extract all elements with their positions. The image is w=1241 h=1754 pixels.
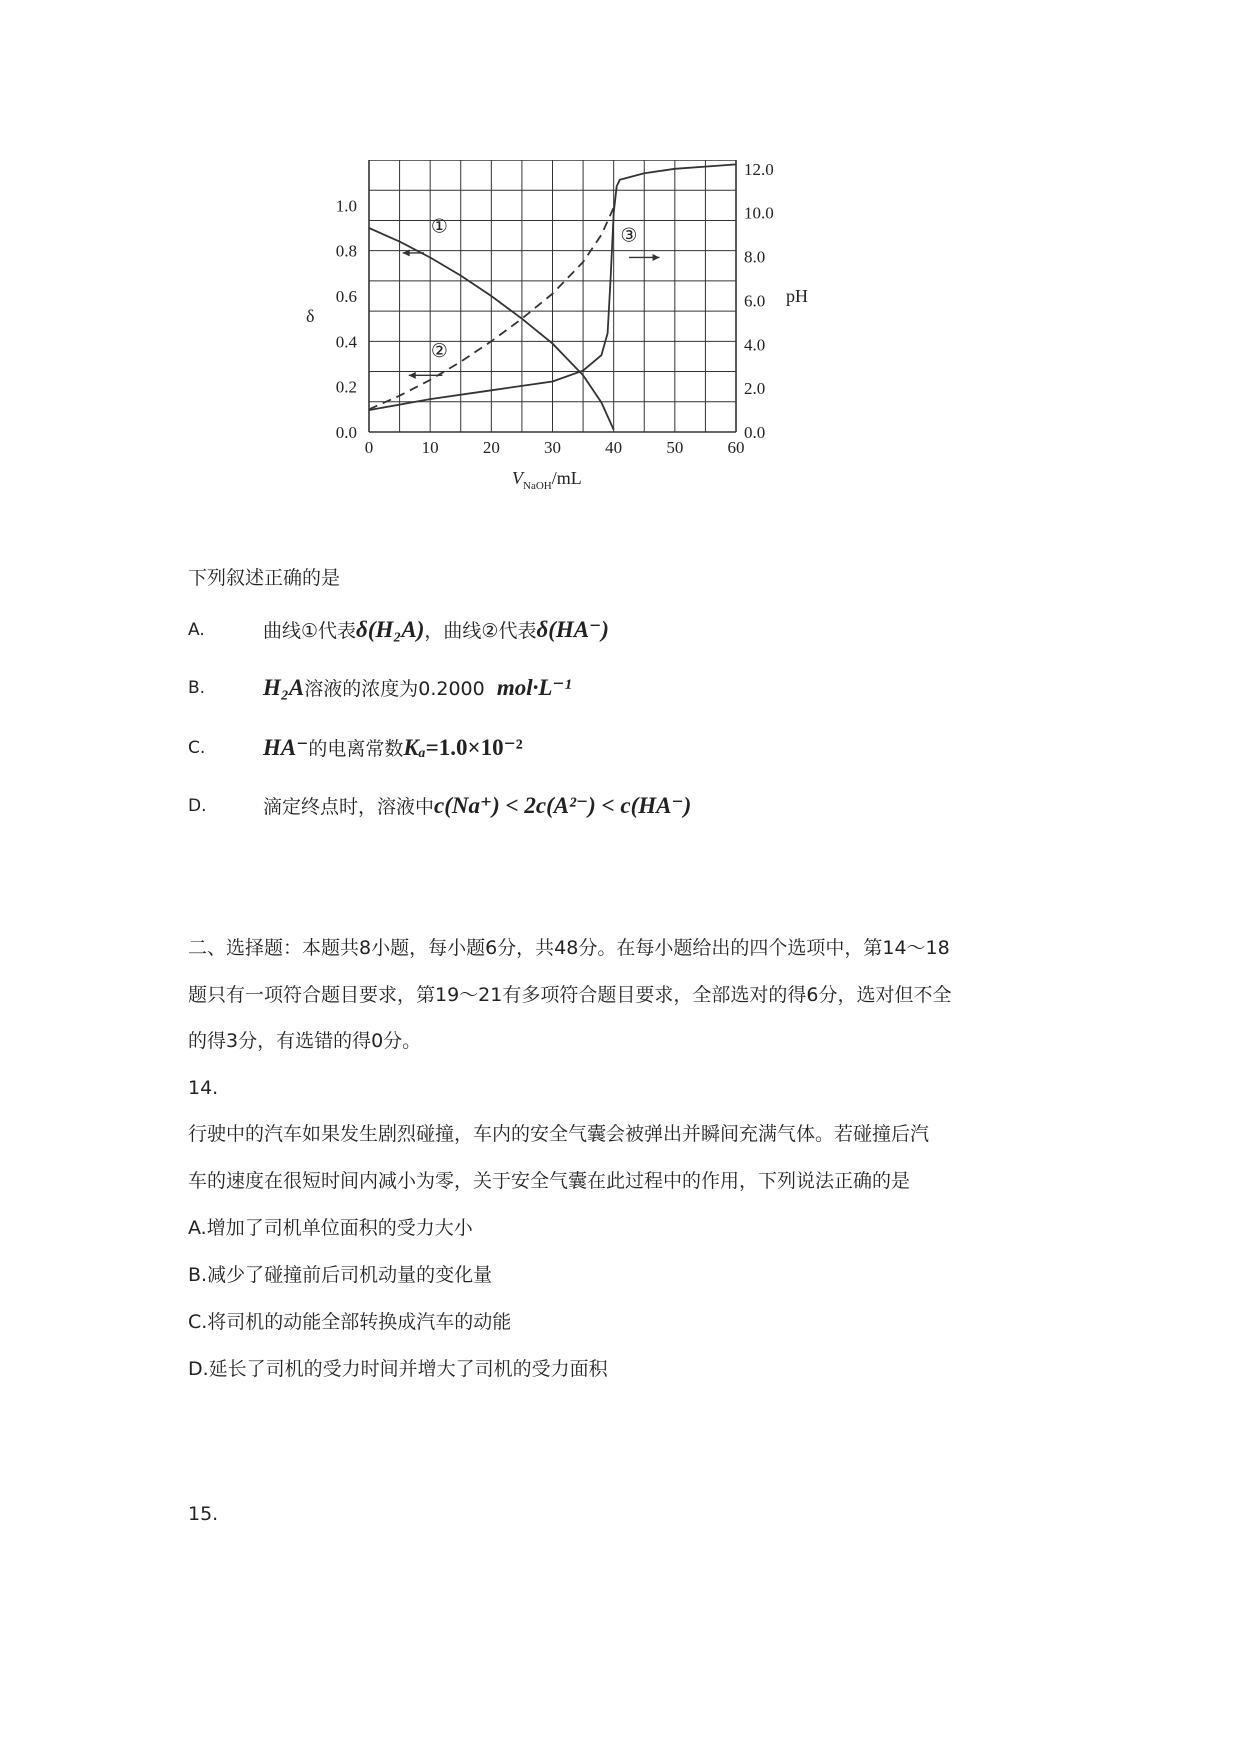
question-14-number: 14. [188, 1077, 219, 1099]
question-stem: 下列叙述正确的是 [188, 567, 341, 589]
option-math: δ(HA⁻) [536, 617, 609, 642]
annotation-arrow-head [653, 254, 660, 261]
question-15-number: 15. [188, 1503, 219, 1525]
y-left-label: δ [306, 306, 315, 326]
question-14-option-b: B.减少了碰撞前后司机动量的变化量 [188, 1264, 493, 1286]
y-left-tick-label: 0.0 [335, 423, 357, 442]
question-14-option-d: D.延长了司机的受力时间并增大了司机的受力面积 [188, 1358, 608, 1380]
option-math: HA⁻ [263, 735, 309, 760]
chart-grid [369, 160, 736, 432]
y-right-tick-label: 4.0 [744, 335, 766, 355]
x-label-unit: /mL [551, 468, 582, 488]
y-left-tick-label: 0.6 [335, 287, 357, 306]
option-math: δ(H₂A) [356, 617, 425, 642]
option-text: 的电离常数 [308, 738, 404, 760]
x-label-main: V [512, 468, 523, 488]
question-14-option-a: A.增加了司机单位面积的受力大小 [188, 1217, 473, 1239]
option-math: c(Na⁺) < 2c(A²⁻) < c(HA⁻) [434, 793, 692, 818]
option-letter: D. [188, 796, 207, 816]
chart-annotations [403, 217, 660, 379]
question-14-option-c: C.将司机的动能全部转换成汽车的动能 [188, 1311, 512, 1333]
annotation-arrow-head [409, 372, 416, 379]
x-tick-label: 10 [421, 438, 439, 457]
x-axis-label [512, 468, 582, 492]
y-left-tick-label: 1.0 [335, 196, 357, 216]
curve-label-③: ③ [620, 225, 638, 247]
y-right-tick-label: 0.0 [744, 423, 766, 442]
question-14-line1: 行驶中的汽车如果发生剧烈碰撞，车内的安全气囊会被弹出并瞬间充满气体。若碰撞后汽 [188, 1123, 930, 1145]
y-right-tick-label: 10.0 [744, 203, 774, 223]
option-body [263, 674, 571, 701]
curve-label-②: ② [430, 341, 448, 363]
chart-ticks [336, 160, 774, 457]
y-left-tick-label: 0.2 [335, 377, 357, 397]
y-right-tick-label: 12.0 [744, 160, 774, 179]
question-14-line2: 车的速度在很短时间内减小为零，关于安全气囊在此过程中的作用，下列说法正确的是 [188, 1170, 911, 1192]
y-right-label: pH [786, 286, 808, 306]
option-letter: B. [188, 678, 206, 698]
x-tick-label: 0 [364, 438, 374, 457]
option-body [263, 792, 691, 819]
x-tick-label: 50 [666, 438, 684, 457]
section-heading-line3: 的得3分，有选错的得0分。 [188, 1030, 422, 1052]
y-right-tick-label: 2.0 [744, 379, 766, 399]
option-text: 曲线①代表 [263, 620, 357, 642]
section-heading-line1: 二、选择题：本题共8小题，每小题6分，共48分。在每小题给出的四个选项中，第14～18 [188, 937, 950, 959]
option-letter: A. [188, 620, 205, 640]
option-text: 滴定终点时，溶液中 [263, 796, 435, 818]
option-math: Kₐ [403, 735, 426, 760]
y-left-tick-label: 0.8 [335, 241, 357, 261]
x-label-sub: NaOH [523, 480, 552, 492]
option-body [263, 616, 609, 643]
titration-chart [300, 160, 820, 510]
option-math: =1.0×10⁻² [425, 735, 523, 760]
option-text: 溶液的浓度为0.2000 [304, 678, 485, 700]
x-tick-label: 60 [727, 438, 745, 457]
option-body [263, 734, 523, 761]
option-math: H₂A [263, 675, 305, 700]
x-tick-label: 20 [482, 438, 500, 457]
x-tick-label: 30 [544, 438, 561, 457]
y-left-tick-label: 0.4 [335, 332, 357, 352]
curve-label-①: ① [430, 216, 448, 238]
section-heading-line2: 题只有一项符合题目要求，第19～21有多项符合题目要求，全部选对的得6分，选对但不全 [188, 984, 952, 1006]
option-text: ，曲线②代表 [424, 620, 537, 642]
y-right-tick-label: 6.0 [744, 291, 766, 311]
option-letter: C. [188, 738, 206, 758]
x-tick-label: 40 [605, 438, 623, 457]
option-math: mol·L⁻¹ [496, 675, 572, 700]
y-right-tick-label: 8.0 [744, 247, 766, 267]
